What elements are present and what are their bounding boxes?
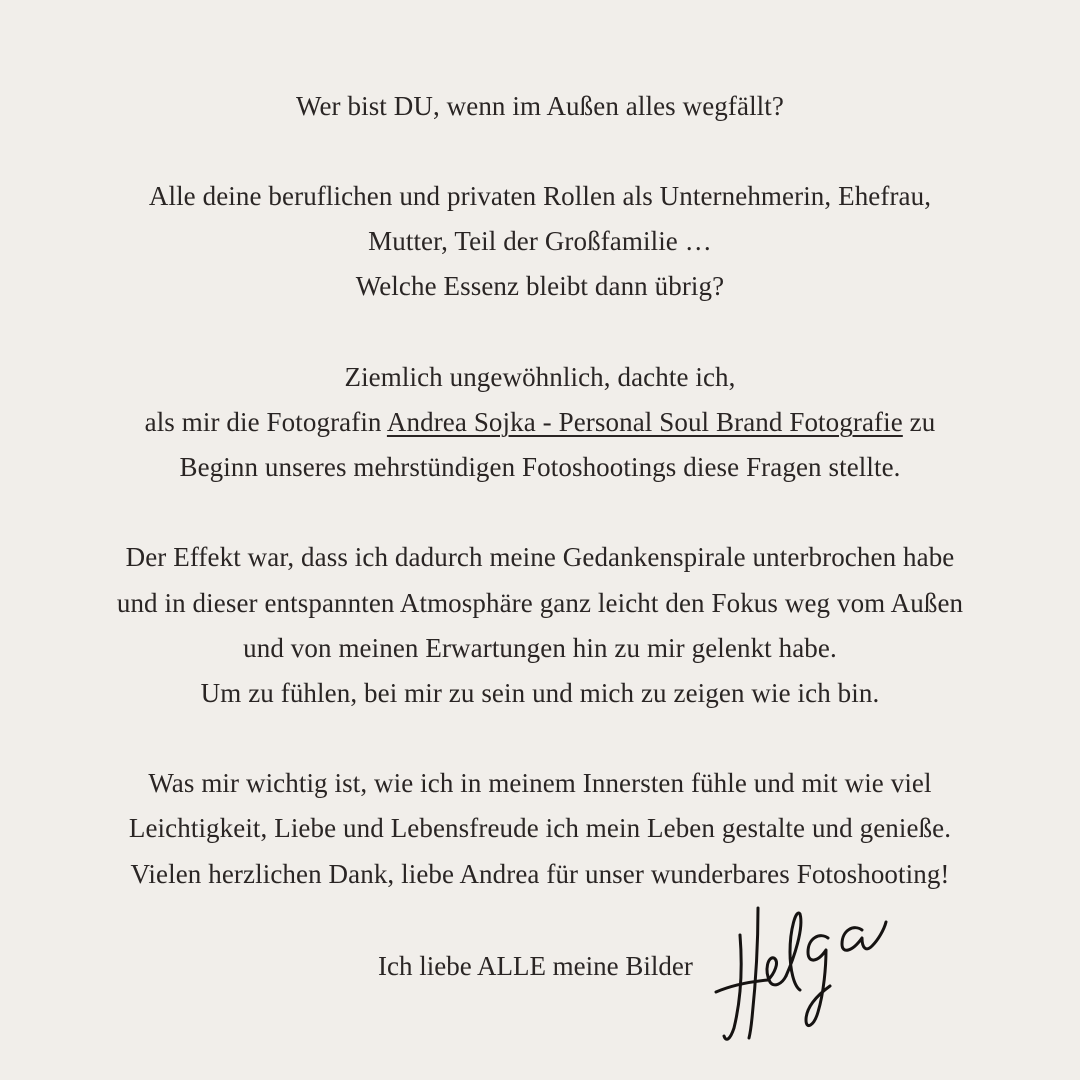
line-roles-2: Mutter, Teil der Großfamilie … (368, 226, 712, 256)
line-photographer (40, 404, 1040, 440)
line-unusual: Ziemlich ungewöhnlich, dachte ich, (344, 362, 736, 392)
line-important-1: Was mir wichtig ist, wie ich in meinem Innersten fühle und mit wie viel (148, 768, 932, 798)
line-essence: Welche Essenz bleibt dann übrig? (355, 271, 725, 301)
line-effect-4: Um zu fühlen, bei mir zu sein und mich zu zeigen wie ich bin. (200, 678, 880, 708)
signature-helga (712, 900, 902, 1050)
signature-drawing (712, 900, 902, 1050)
line-photographer-after: zu (902, 407, 936, 437)
line-effect-3: und von meinen Erwartungen hin zu mir gelenkt habe. (243, 633, 837, 663)
line-effect-2: und in dieser entspannten Atmosphäre ganz leicht den Fokus weg vom Außen (116, 588, 964, 618)
line-roles-1: Alle deine beruflichen und privaten Rollen als Unternehmerin, Ehefrau, (148, 181, 932, 211)
line-question: Wer bist DU, wenn im Außen alles wegfällt? (296, 91, 784, 121)
line-effect-1: Der Effekt war, dass ich dadurch meine Gedankenspirale unterbrochen habe (125, 542, 955, 572)
line-shooting-start: Beginn unseres mehrstündigen Fotoshootings diese Fragen stellte. (179, 452, 901, 482)
line-photographer-before: als mir die Fotografin (144, 407, 387, 437)
line-important-2: Leichtigkeit, Liebe und Lebensfreude ich mein Leben gestalte und genieße. (128, 813, 952, 843)
photographer-link[interactable]: Andrea Sojka - Personal Soul Brand Fotografie (386, 407, 903, 437)
closing-line: Ich liebe ALLE meine Bilder (378, 951, 693, 981)
line-thanks: Vielen herzlichen Dank, liebe Andrea für unser wunderbares Fotoshooting! (130, 859, 950, 889)
